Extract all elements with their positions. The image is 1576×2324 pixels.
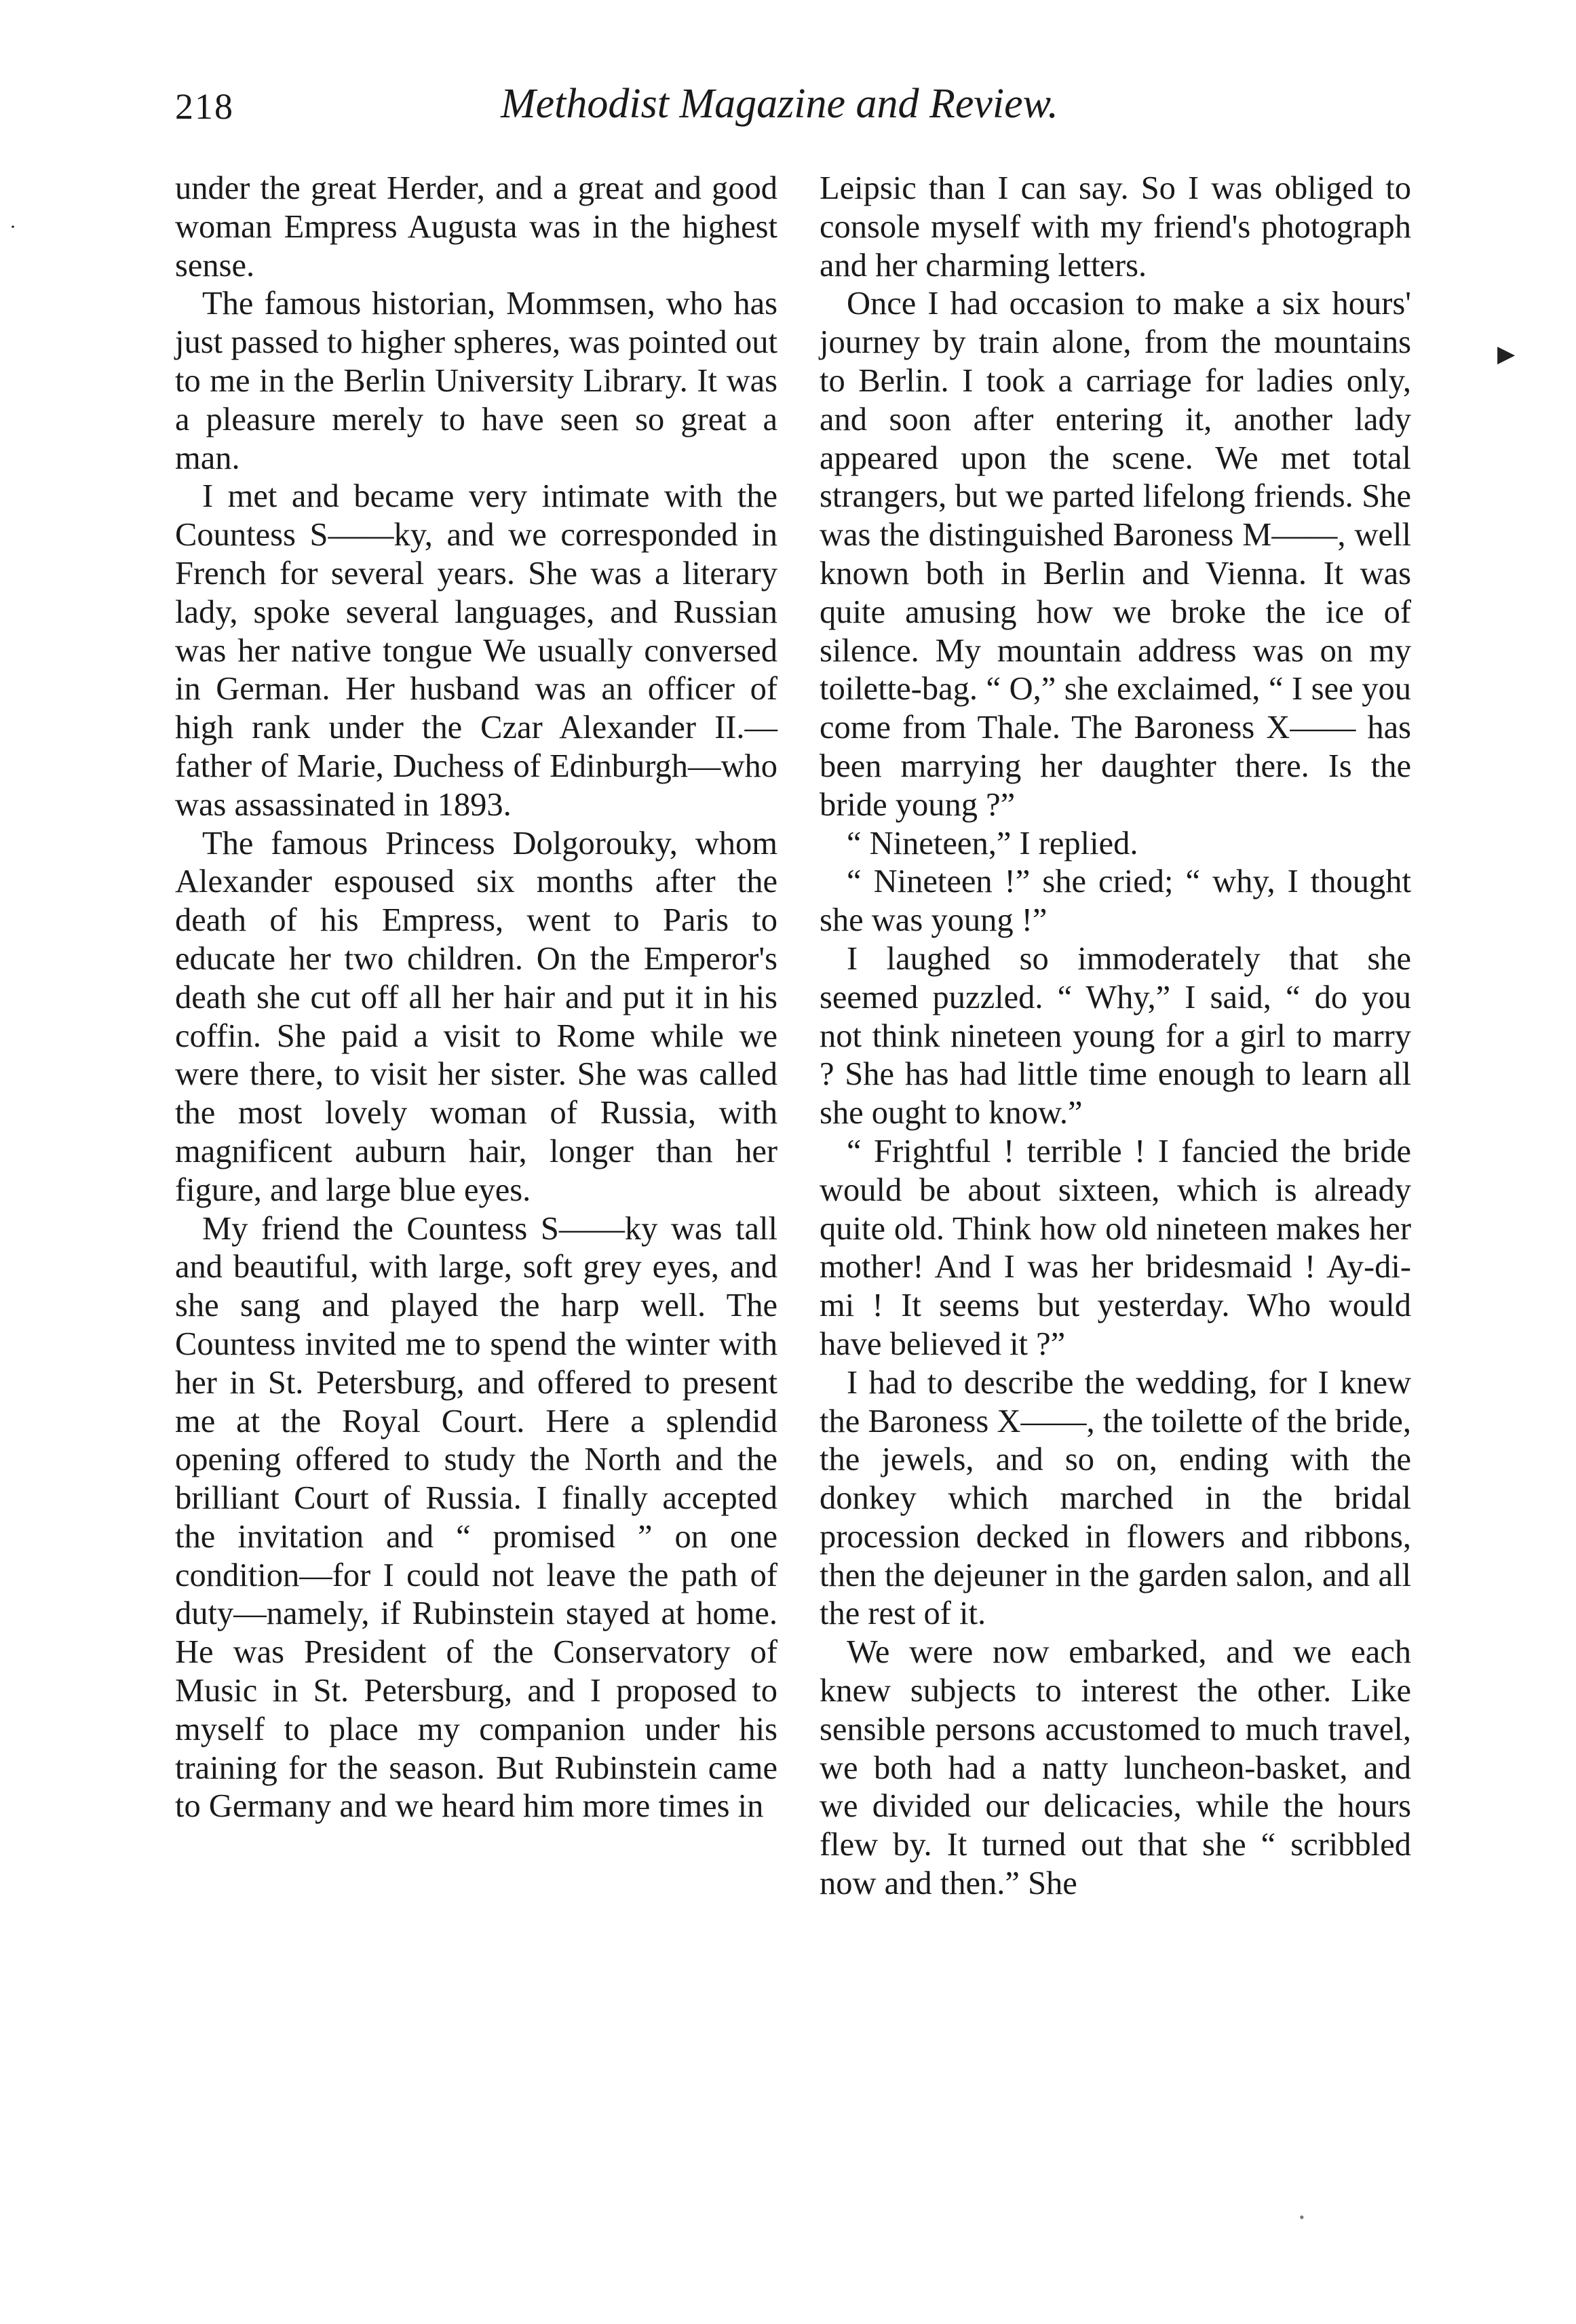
left-column [175,170,777,1826]
running-head: Methodist Magazine and Review. [501,81,1058,127]
page-header [175,73,1138,148]
paragraph: I met and became very intimate with the Countess S——ky, and we corresponded in French for several years. She was a literary lady, spoke several languages, and Russian was her native tongue We usually conversed in German. Her husband was an officer of high rank under the Czar Alexander II.—father of Marie, Duchess of Edinburgh—who was assassinated in 1893. [175,478,777,823]
paragraph: Leipsic than I can say. So I was obliged to console myself with my friend's photograph and her charming letters. [820,170,1411,284]
paragraph: The famous historian, Mommsen, who has just passed to higher spheres, was pointed out to me in the Berlin University Library. It was a pleasure merely to have seen so great a man. [175,286,777,476]
margin-dot-mark-bottom: • [1299,2209,1305,2226]
paragraph: Once I had occasion to make a six hours' journey by train alone, from the mountains to Berlin. I took a carriage for ladies only, and soon after entering it, another lady appeared upon the scene. We met total strangers, but we parted lifelong friends. She was the distinguished Baroness M——, well known both in Berlin and Vienna. It was quite amusing how we broke the ice of silence. My mountain address was on my toilette-bag. “ O,” she exclaimed, “ I see you come from Thale. The Baroness X—— has been marrying her daughter there. Is the bride young ?” [820,286,1411,823]
paragraph: “ Frightful ! terrible ! I fancied the bride would be about sixteen, which is already quite old. Think how old nineteen makes her mother! And I was her bridesmaid ! Ay-di-mi ! It seems but yesterday. Who would have believed it ?” [820,1133,1411,1362]
paragraph: We were now embarked, and we each knew subjects to interest the other. Like sensible persons accustomed to much travel, we both had a natty luncheon-basket, and we divided our delicacies, while the hours flew by. It turned out that she “ scribbled now and then.” She [820,1634,1411,1902]
paragraph: I had to describe the wedding, for I knew the Baroness X——, the toilette of the bride, the jewels, and so on, ending with the donkey which marched in the bridal procession decked in flowers and ribbons, then the dejeuner in the garden salon, and all the rest of it. [820,1364,1411,1632]
margin-arrow-mark: ▶ [1497,342,1516,367]
paragraph: “ Nineteen !” she cried; “ why, I thought she was young !” [820,864,1411,939]
right-column [820,170,1411,1903]
margin-dot-mark: · [9,216,16,238]
paragraph: I laughed so immoderately that she seemed puzzled. “ Why,” I said, “ do you not think nineteen young for a girl to marry ? She has had little time enough to learn all she ought to know.” [820,940,1411,1131]
paragraph: The famous Princess Dolgorouky, whom Alexander espoused six months after the death of his Empress, went to Paris to educate her two children. On the Emperor's death she cut off all her hair and put it in his coffin. She paid a visit to Rome while we were there, to visit her sister. She was called the most lovely woman of Russia, with magnificent auburn hair, longer than her figure, and large blue eyes. [175,825,777,1208]
page-number: 218 [175,86,234,127]
paragraph: My friend the Countess S——ky was tall and beautiful, with large, soft grey eyes, and she sang and played the harp well. The Countess invited me to spend the winter with her in St. Petersburg, and offered to present me at the Royal Court. Here a splendid opening offered to study the North and the brilliant Court of Russia. I finally accepted the invitation and “ promised ” on one condition—for I could not leave the path of duty—namely, if Rubinstein stayed at home. He was President of the Conservatory of Music in St. Petersburg, and I proposed to myself to place my companion under his training for the season. But Rubinstein came to Germany and we heard him more times in [175,1210,777,1825]
paragraph: “ Nineteen,” I replied. [847,825,1138,861]
paragraph: under the great Herder, and a great and good woman Empress Augusta was in the highest sense. [175,170,777,284]
